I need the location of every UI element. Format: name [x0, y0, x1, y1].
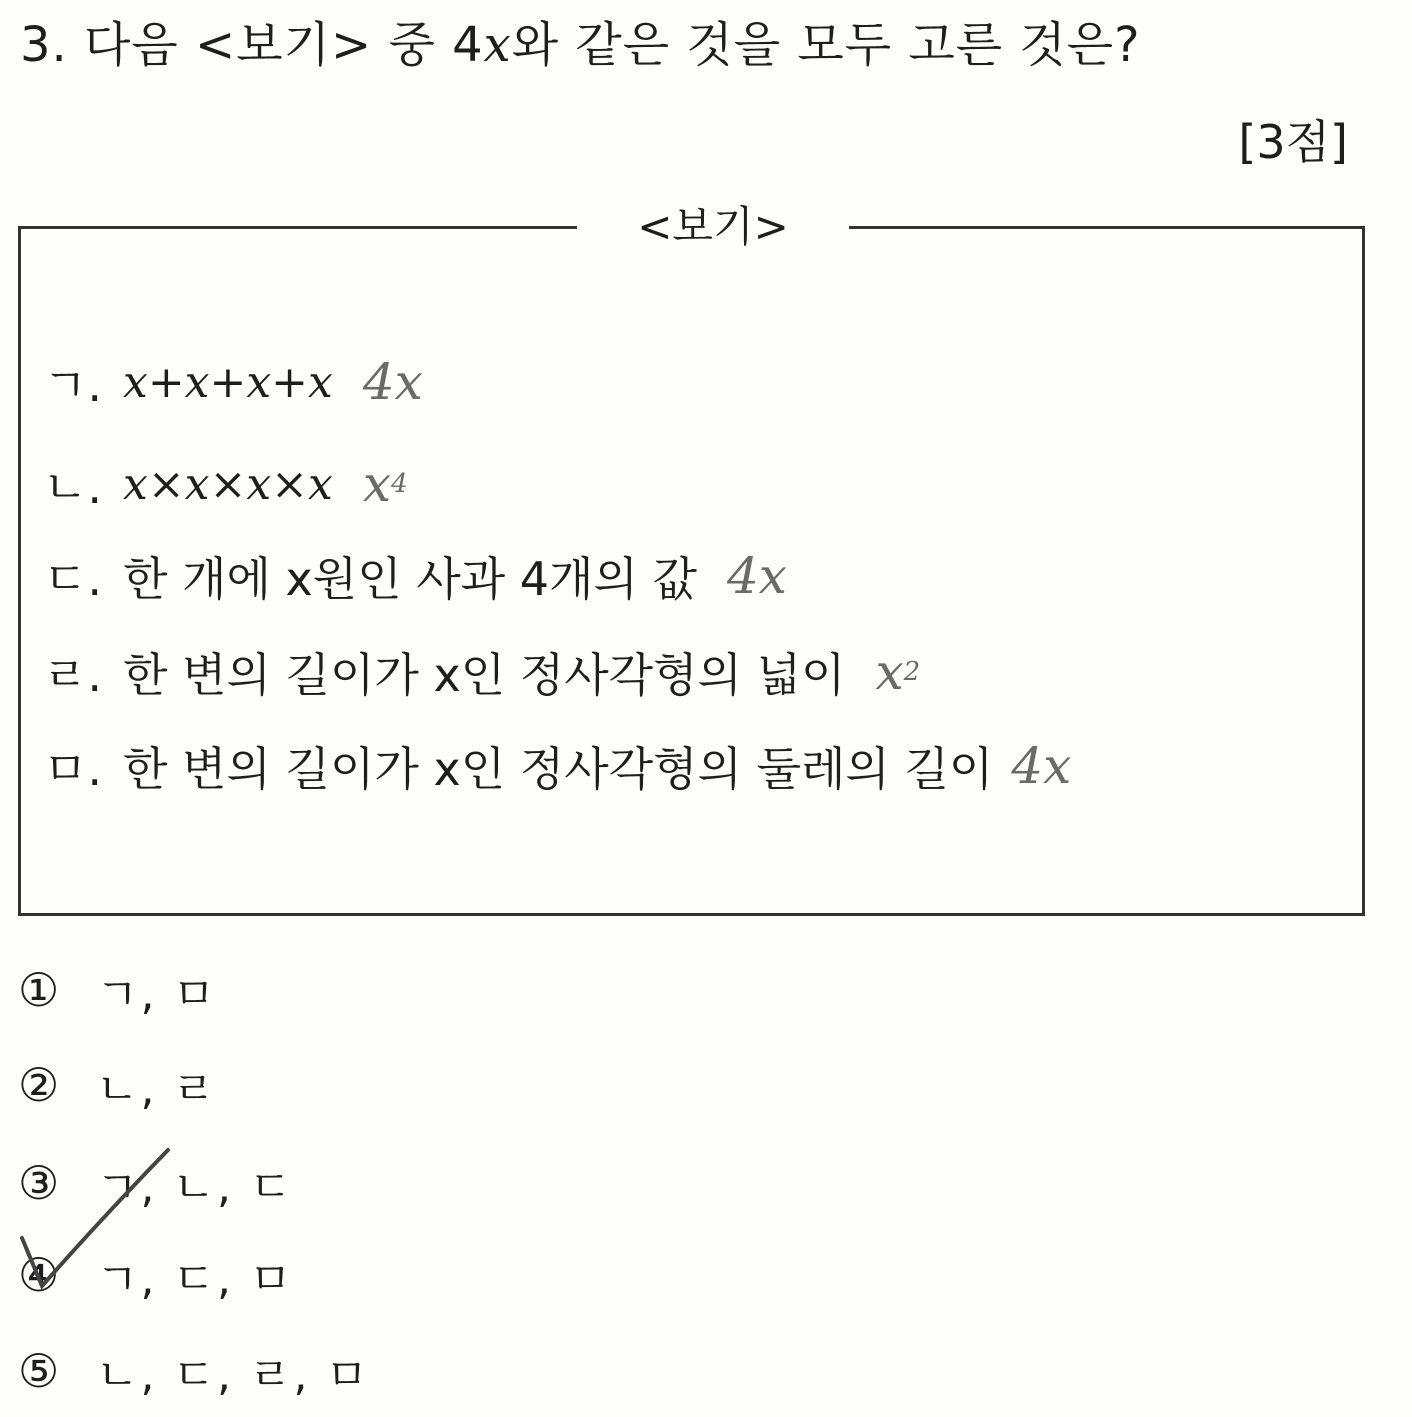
- item-label: ㄹ.: [43, 648, 103, 702]
- example-item-3: [43, 541, 787, 611]
- question-prefix: 3. 다음 <보기> 중 4: [20, 17, 484, 73]
- choice-text: ㄱ, ㄷ, ㅁ: [96, 1254, 294, 1305]
- example-box-title: <보기>: [577, 199, 849, 255]
- choice-number: ③: [18, 1156, 62, 1210]
- choice-number: ④: [18, 1248, 62, 1302]
- example-item-2: [43, 449, 408, 519]
- answer-choice-1[interactable]: [18, 955, 217, 1025]
- handwritten-superscript: 2: [903, 657, 921, 687]
- example-item-4: [43, 637, 920, 707]
- question-variable: x: [483, 17, 512, 73]
- choice-number: ②: [18, 1058, 62, 1112]
- example-item-1: [43, 347, 423, 417]
- item-text: 한 변의 길이가 x인 정사각형의 둘레의 길이: [123, 742, 994, 796]
- item-expression: x+x+x+x: [123, 356, 333, 408]
- handwritten-note: 4x: [1011, 737, 1072, 795]
- points-label: [3점]: [1238, 115, 1348, 169]
- item-label: ㄴ.: [43, 460, 103, 514]
- question-suffix: 와 같은 것을 모두 고른 것은?: [511, 17, 1141, 73]
- item-label: ㅁ.: [43, 742, 103, 796]
- choice-number: ①: [18, 963, 62, 1017]
- answer-choice-5[interactable]: [18, 1336, 370, 1406]
- choice-text: ㄴ, ㄹ: [96, 1064, 217, 1115]
- item-label: ㄱ.: [43, 358, 103, 412]
- example-item-5: [43, 731, 1071, 801]
- handwritten-note: 4x: [362, 353, 423, 411]
- example-box: [18, 202, 1365, 916]
- choice-number: ⑤: [18, 1344, 62, 1398]
- choice-text: ㄱ, ㅁ: [96, 969, 217, 1020]
- item-expression: x×x×x×x: [123, 458, 333, 510]
- answer-choice-3[interactable]: [18, 1148, 293, 1218]
- item-text: 한 개에 x원인 사과 4개의 값: [123, 552, 697, 606]
- handwritten-note: x: [362, 455, 392, 513]
- answer-choice-4[interactable]: [18, 1240, 293, 1310]
- item-label: ㄷ.: [43, 552, 103, 606]
- item-text: 한 변의 길이가 x인 정사각형의 넓이: [123, 648, 846, 702]
- handwritten-superscript: 4: [391, 469, 408, 499]
- handwritten-note: 4x: [726, 547, 787, 605]
- choice-text: ㄱ, ㄴ, ㄷ: [96, 1162, 294, 1213]
- handwritten-note: x: [875, 643, 904, 701]
- choice-text: ㄴ, ㄷ, ㄹ, ㅁ: [96, 1350, 370, 1401]
- answer-choice-2[interactable]: [18, 1050, 217, 1120]
- question-text: [20, 6, 1141, 75]
